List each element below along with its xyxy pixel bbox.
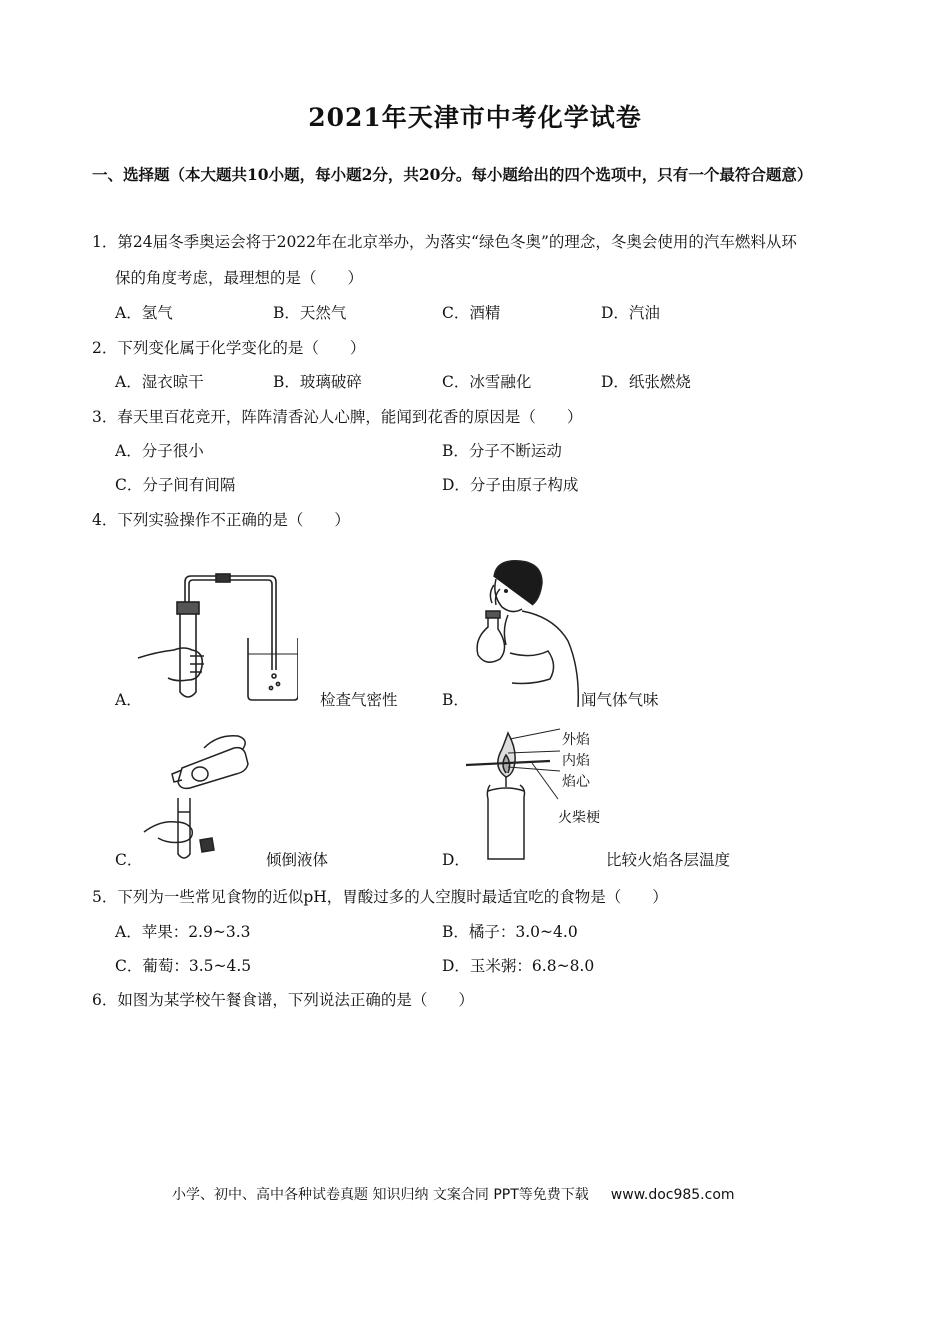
q5-option-d: D．玉米粥：6.8~8.0 [442,957,595,975]
flame-label-inner: 内焰 [562,753,590,769]
q3-option-c: C．分子间有间隔 [115,476,236,494]
question-4-stem: 4．下列实验操作不正确的是（ ） [92,511,350,529]
q4-option-b-letter: B． [442,691,469,709]
pouring-liquid-figure [138,728,258,866]
q4-option-a-letter: A． [115,691,142,709]
q4-option-b-caption: 闻气体气味 [581,691,659,709]
q3-option-d: D．分子由原子构成 [442,476,579,494]
question-2-stem: 2．下列变化属于化学变化的是（ ） [92,339,366,357]
question-1-stem-cont: 保的角度考虑，最理想的是（ ） [115,269,364,287]
flame-label-core: 焰心 [562,774,590,790]
q4-option-a-caption: 检查气密性 [320,691,398,709]
flame-label-outer: 外焰 [562,732,590,748]
footer-url[interactable]: www.doc985.com [610,1187,735,1203]
q2-option-a: A．湿衣晾干 [115,373,204,391]
q4-option-d-caption: 比较火焰各层温度 [606,851,731,869]
question-1-stem: 1．第24届冬季奥运会将于2022年在北京举办，为落实“绿色冬奥”的理念，冬奥会使用的汽车燃料从环 [92,233,797,251]
q1-option-c: C．酒精 [442,304,501,322]
question-3-stem: 3．春天里百花竞开，阵阵清香沁人心脾，能闻到花香的原因是（ ） [92,408,583,426]
q2-option-c: C．冰雪融化 [442,373,532,391]
flame-label-matchstick: 火柴梗 [558,810,600,826]
q4-option-c-caption: 倾倒液体 [266,851,329,869]
smelling-gas-figure [462,555,582,710]
candle-flame-figure [462,725,562,865]
q3-option-a: A．分子很小 [115,442,204,460]
page-title: 2021年天津市中考化学试卷 [308,103,642,132]
page-footer [172,1184,735,1204]
q5-option-c: C．葡萄：3.5~4.5 [115,957,252,975]
airtightness-check-figure [128,570,298,710]
footer-text: 小学、初中、高中各种试卷真题 知识归纳 文案合同 PPT等免费下载 [172,1187,589,1203]
q3-option-b: B．分子不断运动 [442,442,562,460]
q4-option-d-letter: D． [442,851,470,869]
question-6-stem: 6．如图为某学校午餐食谱，下列说法正确的是（ ） [92,991,474,1009]
question-5-stem: 5．下列为一些常见食物的近似pH，胃酸过多的人空腹时最适宜吃的食物是（ ） [92,888,668,906]
q5-option-a: A．苹果：2.9~3.3 [115,923,251,941]
q5-option-b: B．橘子：3.0~4.0 [442,923,578,941]
q1-option-b: B．天然气 [273,304,347,322]
q1-option-d: D．汽油 [601,304,660,322]
q2-option-b: B．玻璃破碎 [273,373,362,391]
q4-option-c-letter: C． [115,851,143,869]
section-heading: 一、选择题（本大题共10小题，每小题2分，共20分。每小题给出的四个选项中，只有一个最符合题意） [92,165,813,184]
q1-option-a: A．氢气 [115,304,173,322]
q2-option-d: D．纸张燃烧 [601,373,691,391]
